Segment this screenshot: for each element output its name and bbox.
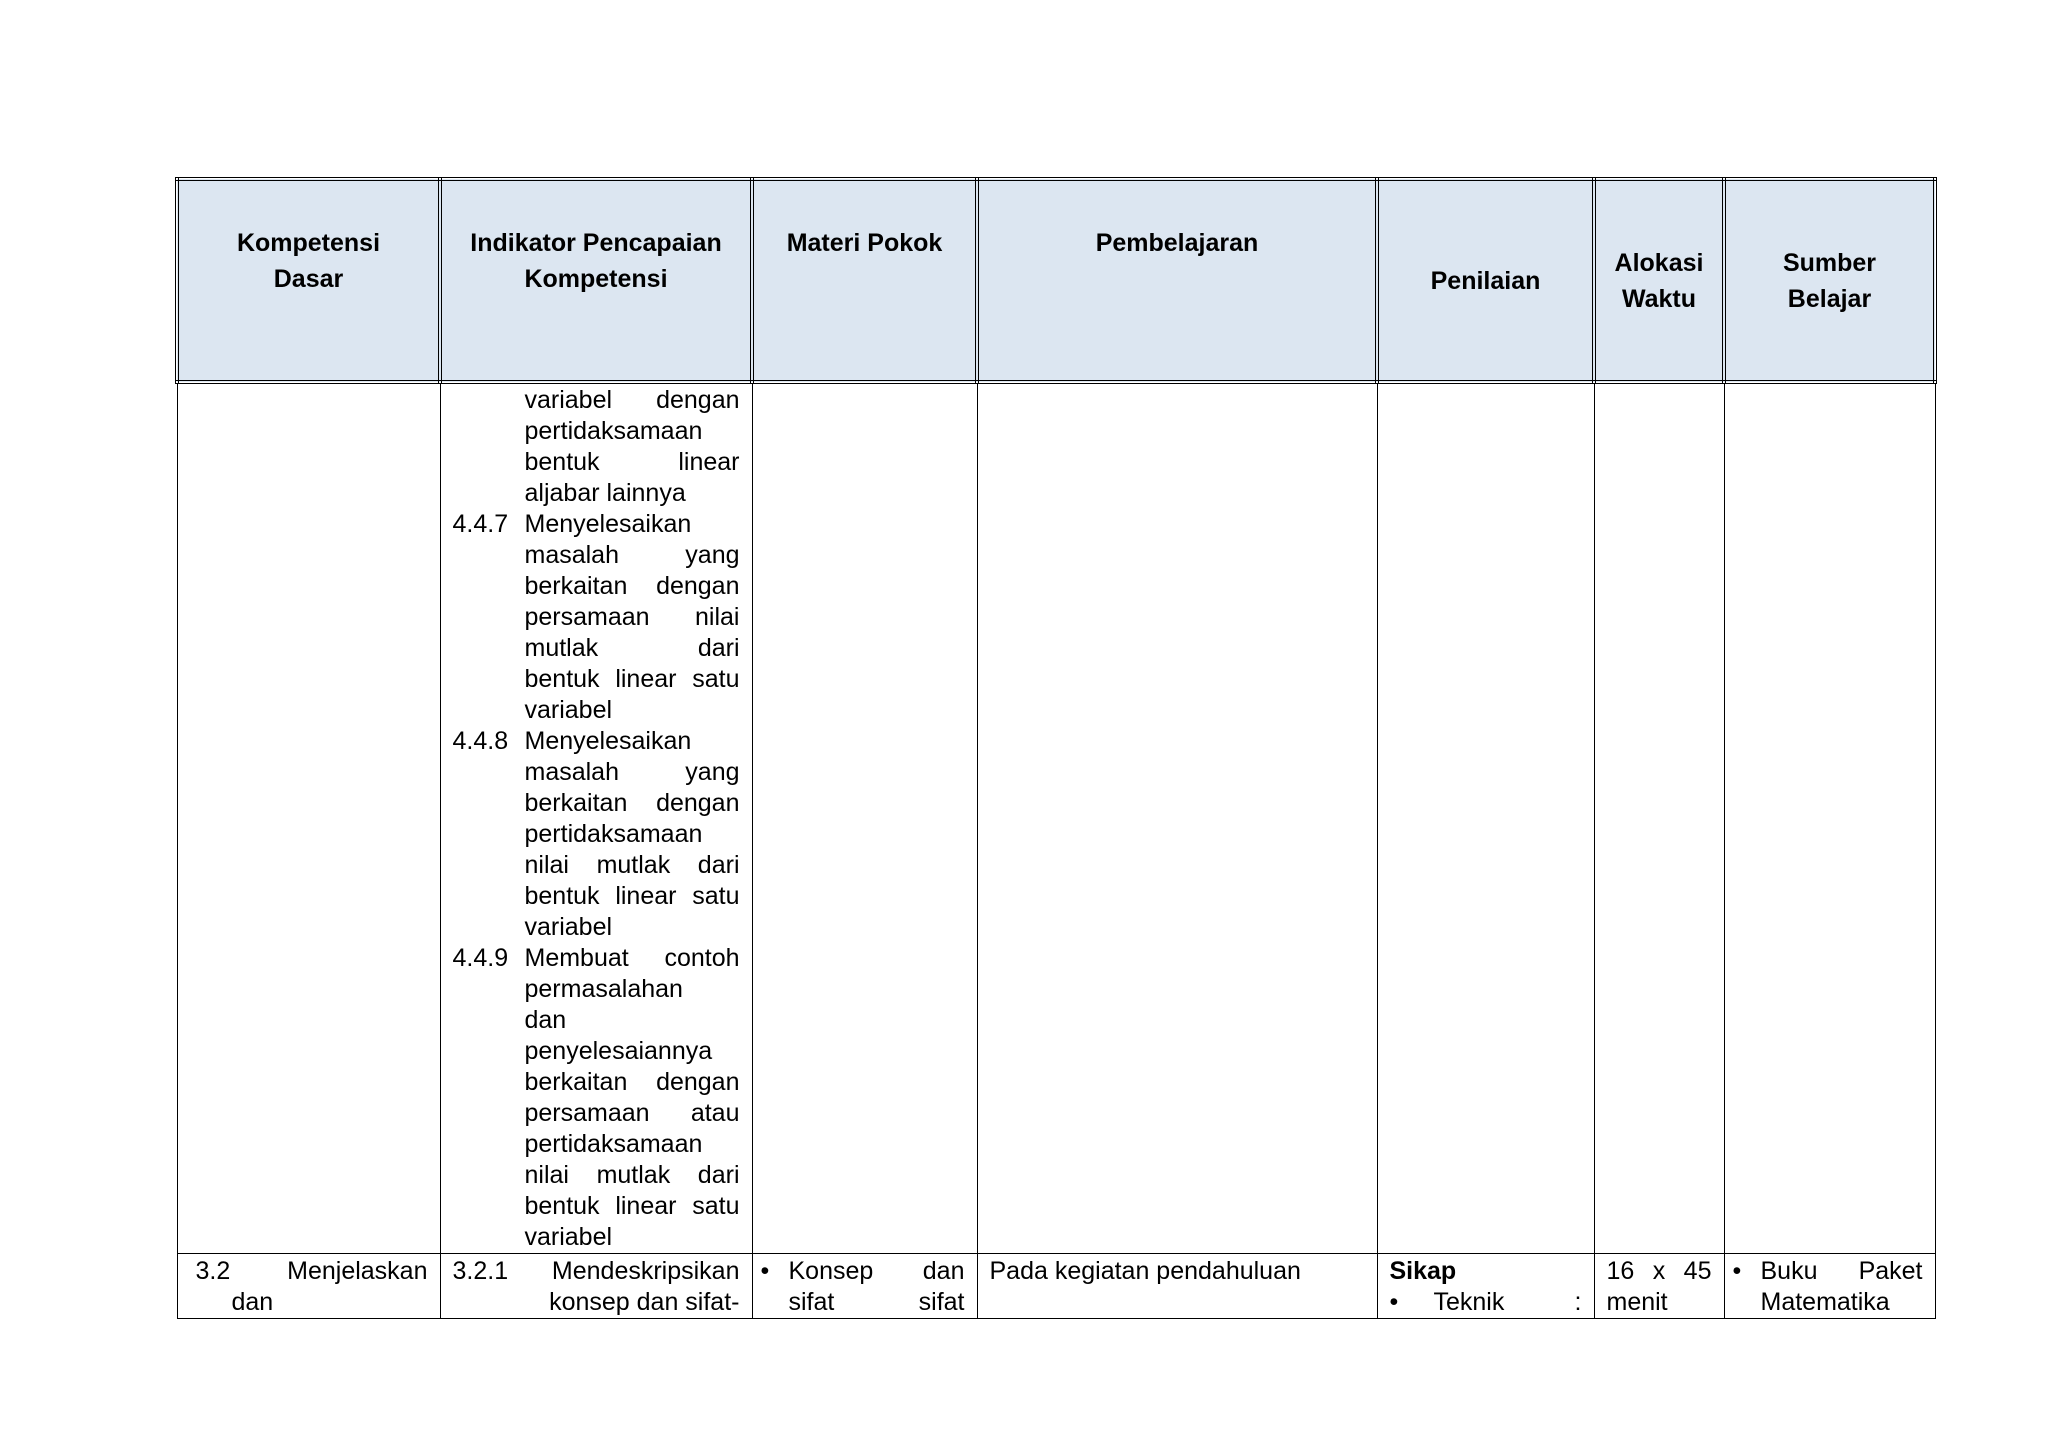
indicator-line: variabel <box>524 1223 613 1251</box>
indicator-line: aljabar lainnya <box>524 479 686 507</box>
cell-materi-pokok <box>752 382 977 1254</box>
table-row <box>177 1254 1935 1319</box>
indicator-item <box>441 943 752 1253</box>
indicator-line: bentuk linear satu <box>524 665 740 693</box>
materi-line: Konsep dan <box>788 1257 965 1285</box>
indicator-line: masalah yang <box>524 541 740 569</box>
table-row <box>177 382 1935 1254</box>
indicator-line: masalah yang <box>524 758 740 786</box>
indicator-line: persamaan nilai <box>524 603 740 631</box>
indicator-line: pertidaksamaan <box>524 820 703 848</box>
indicator-line: berkaitan dengan <box>524 1068 740 1096</box>
kd-text: 3.2 Menjelaskan <box>195 1257 428 1285</box>
indicator-line: mutlak dari <box>524 634 740 662</box>
alokasi-text: menit <box>1606 1288 1668 1316</box>
bullet-icon: • <box>1389 1288 1399 1316</box>
indicator-line: variabel dengan <box>524 386 740 414</box>
indicator-line: penyelesaiannya <box>524 1037 713 1065</box>
indicator-line: permasalahan <box>524 975 683 1003</box>
indicator-line: bentuk linear satu <box>524 1192 740 1220</box>
cell-pembelajaran <box>977 382 1377 1254</box>
table-header <box>177 179 1935 382</box>
cell-materi-pokok <box>752 1254 977 1319</box>
header-penilaian: Penilaian <box>1377 179 1594 382</box>
indicator-line: pertidaksamaan <box>524 417 703 445</box>
alokasi-text: 16 x 45 <box>1606 1257 1712 1285</box>
indicator-item <box>441 509 752 726</box>
indicator-line: pertidaksamaan <box>524 1130 703 1158</box>
indicator-line: variabel <box>524 913 613 941</box>
header-kompetensi-dasar: Kompetensi Dasar <box>177 179 440 382</box>
sumber-line: Buku Paket <box>1760 1257 1923 1285</box>
kd-text: dan <box>231 1288 274 1316</box>
cell-penilaian <box>1377 1254 1594 1319</box>
cell-alokasi-waktu <box>1594 1254 1724 1319</box>
pembelajaran-text: Pada kegiatan pendahuluan <box>989 1257 1301 1285</box>
header-materi-pokok: Materi Pokok <box>752 179 977 382</box>
indicator-line: nilai mutlak dari <box>524 851 740 879</box>
indicator-number: 4.4.9 <box>452 944 509 972</box>
sumber-line: Matematika <box>1760 1288 1890 1316</box>
indicator-line: bentuk linear <box>524 448 740 476</box>
penilaian-heading: Sikap <box>1389 1257 1457 1285</box>
bullet-icon: • <box>1732 1257 1742 1285</box>
header-alokasi-waktu: Alokasi Waktu <box>1594 179 1724 382</box>
penilaian-item: Teknik : <box>1433 1288 1582 1316</box>
cell-kompetensi-dasar <box>177 382 440 1254</box>
cell-sumber-belajar <box>1724 1254 1935 1319</box>
indicator-line: berkaitan dengan <box>524 789 740 817</box>
cell-alokasi-waktu <box>1594 382 1724 1254</box>
cell-indikator <box>440 1254 752 1319</box>
indicator-line: Menyelesaikan <box>524 727 692 755</box>
cell-indikator <box>440 382 752 1254</box>
indicator-line: bentuk linear satu <box>524 882 740 910</box>
cell-penilaian <box>1377 382 1594 1254</box>
indicator-line: nilai mutlak dari <box>524 1161 740 1189</box>
indicator-line: variabel <box>524 696 613 724</box>
header-pembelajaran: Pembelajaran <box>977 179 1377 382</box>
cell-kompetensi-dasar <box>177 1254 440 1319</box>
cell-sumber-belajar <box>1724 382 1935 1254</box>
indicator-line: berkaitan dengan <box>524 572 740 600</box>
indicator-line: persamaan atau <box>524 1099 740 1127</box>
materi-line: sifat sifat <box>788 1288 965 1316</box>
indicator-line: Mendeskripsikan <box>551 1257 740 1285</box>
indicator-number: 4.4.8 <box>452 727 509 755</box>
header-indikator: Indikator Pencapaian Kompetensi <box>440 179 752 382</box>
indicator-line: Membuat contoh <box>524 944 740 972</box>
bullet-icon: • <box>760 1257 770 1285</box>
indicator-number: 4.4.7 <box>452 510 509 538</box>
cell-pembelajaran <box>977 1254 1377 1319</box>
indicator-number: 3.2.1 <box>452 1257 509 1285</box>
competency-table <box>175 177 1937 1319</box>
indicator-line: dan <box>524 1006 567 1034</box>
indicator-line: konsep dan sifat- <box>549 1288 740 1316</box>
indicator-item <box>441 726 752 943</box>
header-sumber-belajar: Sumber Belajar <box>1724 179 1935 382</box>
indicator-line: Menyelesaikan <box>524 510 692 538</box>
